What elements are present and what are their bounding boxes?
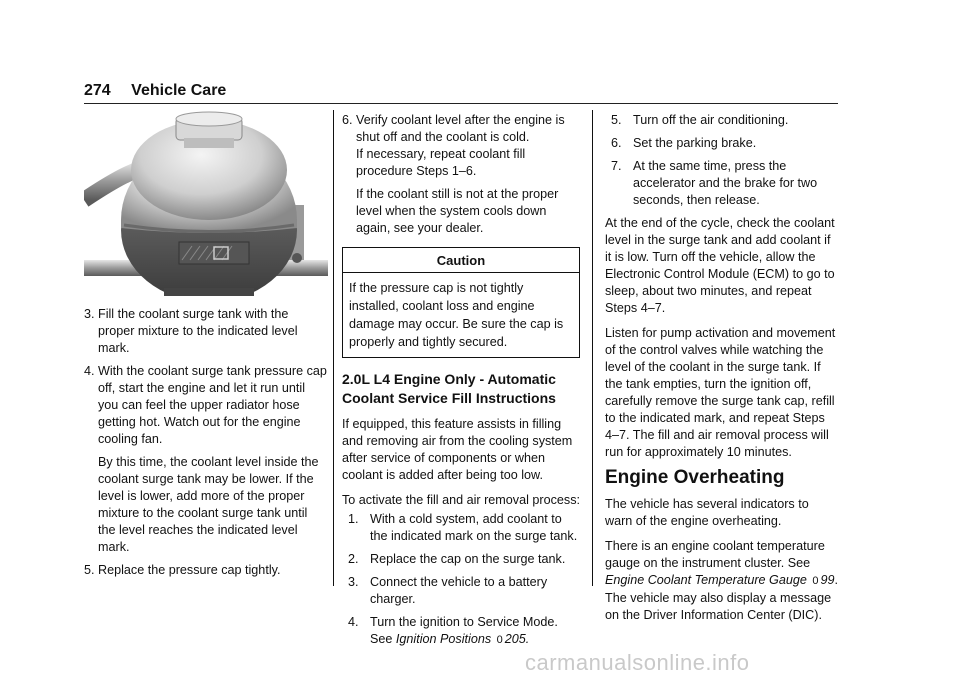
caution-box xyxy=(342,247,580,358)
activate-paragraph: To activate the fill and air removal process: xyxy=(342,493,580,507)
fill-step-2: 2. Replace the cap on the surge tank. xyxy=(348,552,566,566)
column-divider xyxy=(592,110,593,586)
step-4-note: By this time, the coolant level inside the coolant surge tank may be lower. If the level is lower, add more of the proper mixture to the coolant surge tank until the level reaches the indicated level mark. xyxy=(98,455,319,554)
fill-step-6: 6. Set the parking brake. xyxy=(611,136,757,150)
column-2 xyxy=(342,112,580,655)
cycle-paragraph: At the end of the cycle, check the coolant level in the surge tank and add coolant if it is low. Turn off the vehicle, allow the Electronic Control Module (ECM) to go to sleep, about two minutes, and repeat Steps 4–7. xyxy=(605,216,835,315)
ignition-positions-link[interactable]: Ignition Positions xyxy=(395,632,492,646)
watermark: carmanualsonline.info xyxy=(525,650,750,675)
coolant-gauge-link[interactable]: Engine Coolant Temperature Gauge xyxy=(605,573,807,587)
section-heading: 2.0L L4 Engine Only - Automatic Coolant Service Fill Instructions xyxy=(342,371,556,406)
step-5: 5. Replace the pressure cap tightly. xyxy=(84,563,281,577)
step-6-note: If the coolant still is not at the proper level when the system cools down again, see your dealer. xyxy=(356,187,559,235)
page-ref-icon: 0 xyxy=(496,634,503,646)
column-1 xyxy=(84,112,328,585)
page-header xyxy=(84,82,226,100)
step-6: 6. Verify coolant level after the engine is shut off and the coolant is cold. If necessary, repeat coolant fill procedure Steps 1–6. xyxy=(342,113,565,178)
gauge-paragraph: There is an engine coolant temperature gauge on the instrument cluster. See Engine Coolant Temperature Gauge 0 99. The vehicle may also display a message on the Driver Information Center (DIC). xyxy=(605,539,839,622)
engine-overheating-heading: Engine Overheating xyxy=(605,467,785,488)
listen-paragraph: Listen for pump activation and movement of the control valves while watching the level of the coolant in the surge tank. If the tank empties, turn the ignition off, carefully remove the surge tank cap, refill to the indicated mark, and repeat Steps 4–7. The fill and air removal process will run for approximately 10 minutes. xyxy=(605,326,836,459)
intro-paragraph: If equipped, this feature assists in filling and removing air from the cooling system after service of components or when coolant is added after being too low. xyxy=(342,417,573,482)
indicators-paragraph: The vehicle has several indicators to warn of the engine overheating. xyxy=(605,497,809,528)
column-divider xyxy=(333,110,334,586)
column-3 xyxy=(605,112,838,632)
section-title: Vehicle Care xyxy=(131,82,227,99)
coolant-surge-tank-illustration xyxy=(84,110,328,296)
fill-step-7: 7. At the same time, press the accelerator and the brake for two seconds, then release. xyxy=(611,159,818,207)
header-rule xyxy=(84,103,838,104)
step-4: 4. With the coolant surge tank pressure cap off, start the engine and let it run until you can feel the upper radiator hose getting hot. Watch out for the engine cooling fan. xyxy=(84,364,327,446)
fill-step-3: 3. Connect the vehicle to a battery charger. xyxy=(348,575,548,606)
caution-text: If the pressure cap is not tightly installed, coolant loss and engine damage may occur. Be sure the cap is properly and tightly secured. xyxy=(349,281,564,349)
step-3: 3. Fill the coolant surge tank with the proper mixture to the indicated level mark. xyxy=(84,307,298,355)
fill-step-5: 5. Turn off the air conditioning. xyxy=(611,113,789,127)
fill-step-4: 4. Turn the ignition to Service Mode. See Ignition Positions 0 205. xyxy=(348,615,558,646)
caution-title: Caution xyxy=(343,248,579,273)
page-number: 274 xyxy=(84,82,111,99)
fill-step-1: 1. With a cold system, add coolant to the indicated mark on the surge tank. xyxy=(348,512,578,543)
page-ref-icon: 0 xyxy=(812,575,819,587)
